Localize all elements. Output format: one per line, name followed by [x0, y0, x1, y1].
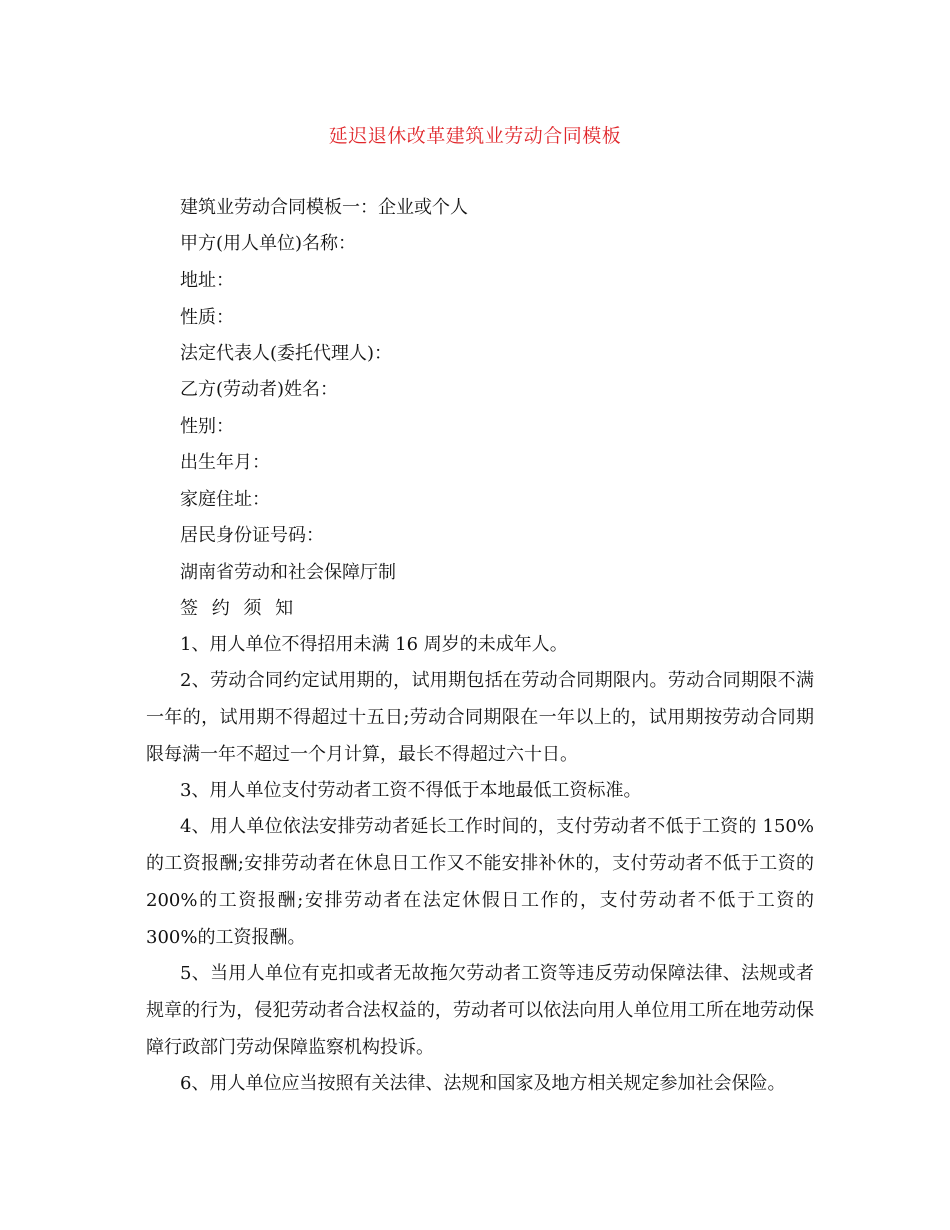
template-subtitle: 建筑业劳动合同模板一：企业或个人: [180, 197, 468, 218]
clause-2: 2、劳动合同约定试用期的，试用期包括在劳动合同期限内。劳动合同期限不满一年的，试用期不得超过十五日;劳动合同期限在一年以上的，试用期按劳动合同期限每满一年不超过一个月计算，最长不得超过六十日。: [146, 670, 814, 765]
address-field: 地址：: [180, 270, 234, 291]
clause-4: 4、用人单位依法安排劳动者延长工作时间的，支付劳动者不低于工资的 150%的工资报酬;安排劳动者在休息日工作又不能安排补休的，支付劳动者不低于工资的 200%的工资报酬;安排劳动者在法定休假日工作的，支付劳动者不低于工资的 300%的工资报酬。: [146, 816, 814, 948]
home-address-field: 家庭住址：: [180, 489, 270, 510]
clause-1: 1、用人单位不得招用未满 16 周岁的未成年人。: [180, 634, 568, 655]
legal-representative-field: 法定代表人(委托代理人)：: [180, 343, 393, 364]
clause-3: 3、用人单位支付劳动者工资不得低于本地最低工资标准。: [180, 780, 642, 801]
employer-name-field: 甲方(用人单位)名称：: [180, 233, 357, 254]
employee-name-field: 乙方(劳动者)姓名：: [180, 379, 339, 400]
clause-5: 5、当用人单位有克扣或者无故拖欠劳动者工资等违反劳动保障法律、法规或者规章的行为，侵犯劳动者合法权益的，劳动者可以依法向用人单位用工所在地劳动保障行政部门劳动保障监察机构投诉。: [146, 963, 814, 1058]
id-number-field: 居民身份证号码：: [180, 525, 324, 546]
notice-heading: 签 约 须 知: [180, 598, 298, 619]
document-title: 延迟退休改革建筑业劳动合同模板: [328, 125, 622, 147]
gender-field: 性别：: [180, 416, 234, 437]
nature-field: 性质：: [180, 307, 234, 328]
birth-date-field: 出生年月：: [180, 452, 270, 473]
clause-6: 6、用人单位应当按照有关法律、法规和国家及地方相关规定参加社会保险。: [180, 1073, 786, 1094]
issuer-line: 湖南省劳动和社会保障厅制: [180, 562, 396, 583]
